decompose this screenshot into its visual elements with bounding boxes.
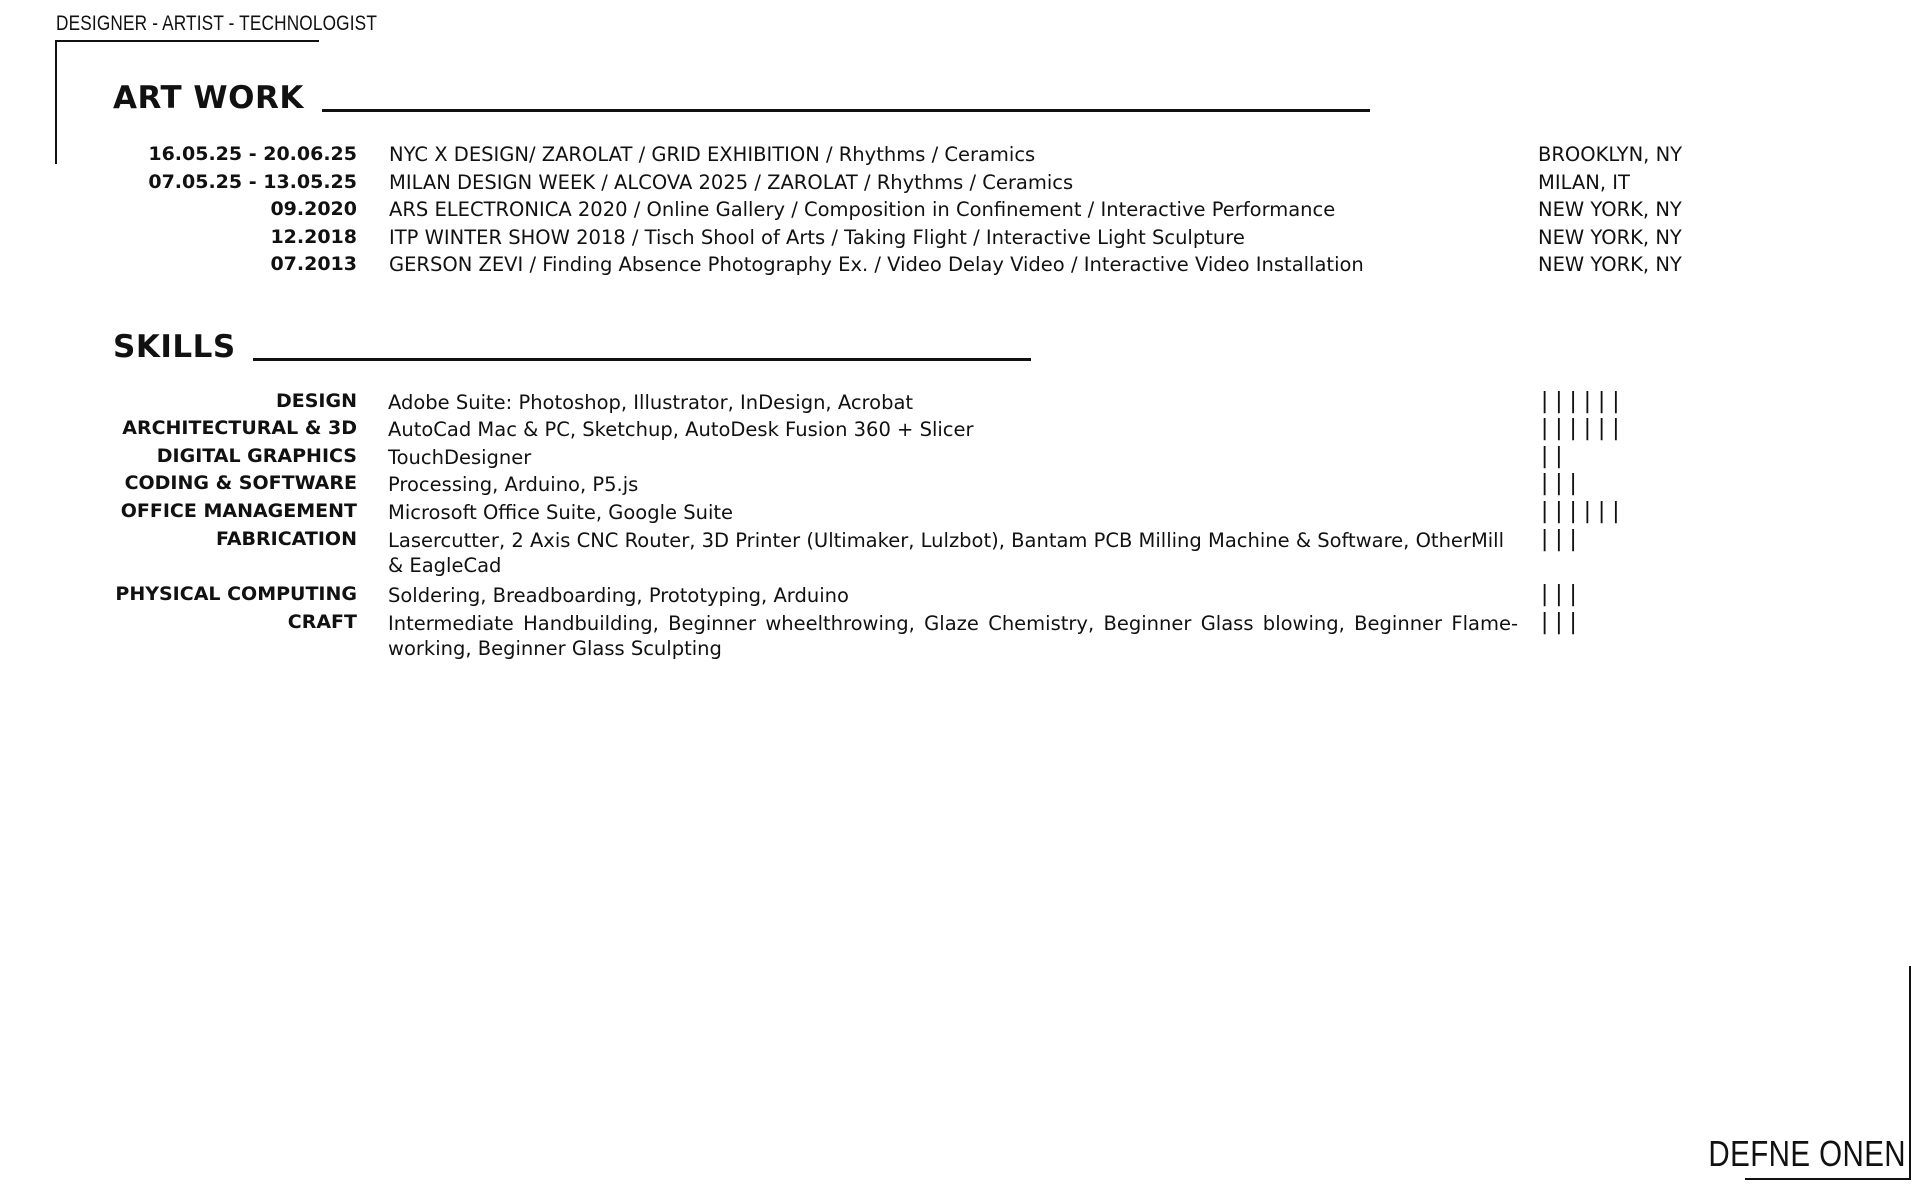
skill-label: FABRICATION bbox=[216, 528, 357, 550]
bottom-right-bracket-vertical bbox=[1909, 966, 1911, 1180]
art-work-entry bbox=[0, 253, 1920, 281]
art-work-description: NYC X DESIGN/ ZAROLAT / GRID EXHIBITION / Rhythms / Ceramics bbox=[389, 143, 1036, 166]
skills-rule bbox=[253, 358, 1031, 361]
skill-label: CRAFT bbox=[287, 611, 357, 633]
art-work-location: NEW YORK, NY bbox=[1538, 198, 1682, 221]
skill-label: DESIGN bbox=[275, 390, 357, 412]
top-left-bracket-horizontal bbox=[55, 40, 319, 42]
skill-description: Lasercutter, 2 Axis CNC Router, 3D Printer (Ultimaker, Lulzbot), Bantam PCB Milling Machine & Software, OtherMill & EagleCad bbox=[388, 529, 1505, 577]
skill-level-marks: |||||| bbox=[1538, 499, 1624, 524]
skills-heading: SKILLS bbox=[113, 329, 236, 365]
art-work-description: ARS ELECTRONICA 2020 / Online Gallery / Composition in Confinement / Interactive Performance bbox=[389, 198, 1336, 221]
skill-label: ARCHITECTURAL & 3D bbox=[122, 417, 357, 439]
art-work-location: NEW YORK, NY bbox=[1538, 226, 1682, 249]
skill-description: Adobe Suite: Photoshop, Illustrator, InDesign, Acrobat bbox=[388, 391, 914, 414]
art-work-entry bbox=[0, 198, 1920, 226]
skill-description: Soldering, Breadboarding, Prototyping, Arduino bbox=[388, 584, 849, 607]
art-work-date: 09.2020 bbox=[270, 198, 357, 220]
art-work-description: MILAN DESIGN WEEK / ALCOVA 2025 / ZAROLAT / Rhythms / Ceramics bbox=[389, 171, 1074, 194]
art-work-location: MILAN, IT bbox=[1538, 171, 1630, 194]
author-name: DEFNE ONEN bbox=[1708, 1133, 1906, 1174]
skill-description: AutoCad Mac & PC, Sketchup, AutoDesk Fusion 360 + Slicer bbox=[388, 418, 974, 441]
skill-description: Intermediate Handbuilding, Beginner wheelthrowing, Glaze Chemistry, Beginner Glass blowing, Beginner Flame-working, Beginner Glass Sculpting bbox=[388, 612, 1518, 660]
art-work-date: 07.05.25 - 13.05.25 bbox=[148, 171, 357, 193]
skill-description: Processing, Arduino, P5.js bbox=[388, 473, 639, 496]
art-work-rule bbox=[322, 109, 1370, 112]
skill-label: DIGITAL GRAPHICS bbox=[156, 445, 357, 467]
skill-description: TouchDesigner bbox=[388, 446, 532, 469]
art-work-date: 12.2018 bbox=[270, 226, 357, 248]
tagline: DESIGNER - ARTIST - TECHNOLOGIST bbox=[56, 12, 378, 35]
art-work-entry bbox=[0, 226, 1920, 254]
art-work-location: NEW YORK, NY bbox=[1538, 253, 1682, 276]
skill-level-marks: |||||| bbox=[1538, 389, 1624, 414]
art-work-date: 07.2013 bbox=[270, 253, 357, 275]
art-work-entry bbox=[0, 171, 1920, 199]
skill-level-marks: ||| bbox=[1538, 582, 1581, 607]
skill-level-marks: ||| bbox=[1538, 610, 1581, 635]
skill-label: CODING & SOFTWARE bbox=[124, 472, 357, 494]
art-work-description: GERSON ZEVI / Finding Absence Photography Ex. / Video Delay Video / Interactive Video Installation bbox=[389, 253, 1364, 276]
art-work-date: 16.05.25 - 20.06.25 bbox=[148, 143, 357, 165]
art-work-location: BROOKLYN, NY bbox=[1538, 143, 1683, 166]
art-work-description: ITP WINTER SHOW 2018 / Tisch Shool of Arts / Taking Flight / Interactive Light Sculpture bbox=[389, 226, 1245, 249]
skill-label: OFFICE MANAGEMENT bbox=[120, 500, 357, 522]
skill-level-marks: ||| bbox=[1538, 471, 1581, 496]
art-work-heading: ART WORK bbox=[113, 80, 304, 116]
skill-level-marks: || bbox=[1538, 444, 1567, 469]
skill-description: Microsoft Office Suite, Google Suite bbox=[388, 501, 734, 524]
art-work-entry bbox=[0, 143, 1920, 171]
bottom-right-bracket-horizontal bbox=[1745, 1178, 1911, 1180]
skill-level-marks: |||||| bbox=[1538, 416, 1624, 441]
skill-level-marks: ||| bbox=[1538, 527, 1581, 552]
skill-label: PHYSICAL COMPUTING bbox=[115, 583, 357, 605]
